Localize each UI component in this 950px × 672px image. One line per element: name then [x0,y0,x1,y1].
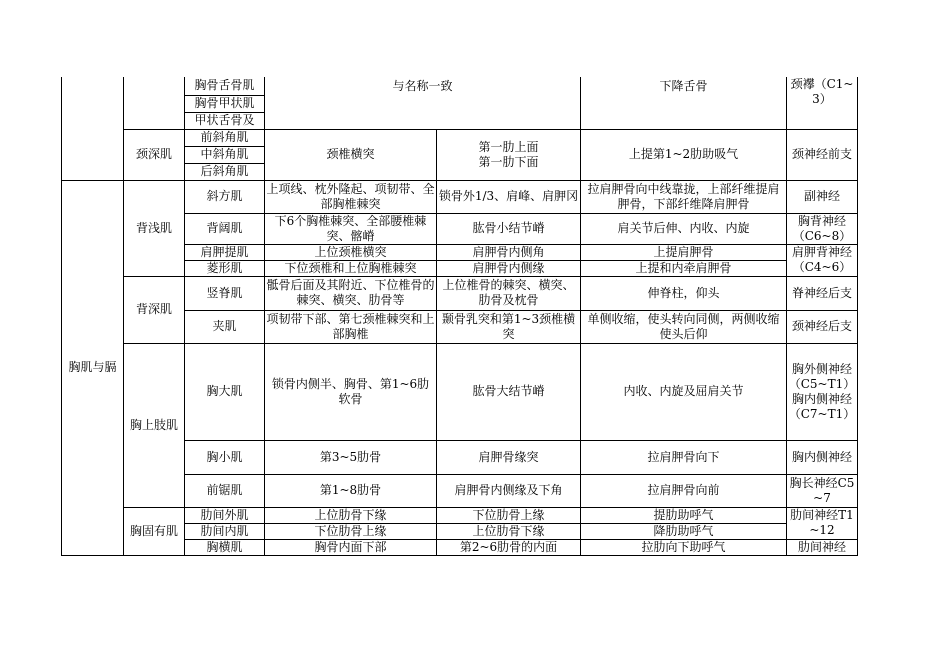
action-cell: 拉肩胛骨向前 [581,474,787,507]
muscle-name: 后斜角肌 [185,163,265,180]
muscle-name: 前斜角肌 [185,129,265,146]
region-cell-empty [62,112,124,129]
origin-cell: 胸骨内面下部 [265,539,437,555]
nerve-cell: 胸外侧神经（C5~T1）胸内侧神经（C7~T1） [787,343,858,440]
muscle-name: 背阔肌 [185,213,265,244]
nerve-cell: 颈神经后支 [787,310,858,343]
insertion-cell: 肱骨小结节嵴 [437,213,581,244]
nerve-cell: 肋间神经T1~12 [787,507,858,539]
insertion-cell: 第2~6肋骨的内面 [437,539,581,555]
group-cell-empty [124,77,185,129]
action-cell: 上提第1~2肋助吸气 [581,129,787,180]
origin-cell: 上项线、枕外隆起、项韧带、全部胸椎棘突 [265,180,437,213]
insertion-cell: 肩胛骨内侧角 [437,244,581,260]
muscle-name: 甲状舌骨及 [185,112,265,129]
muscle-name: 斜方肌 [185,180,265,213]
muscle-name: 肋间内肌 [185,523,265,539]
muscle-name: 胸大肌 [185,343,265,440]
insertion-cell: 上位椎骨的棘突、横突、肋骨及枕骨 [437,276,581,310]
insertion-cell: 肩胛骨内侧缘 [437,260,581,276]
nerve-cell: 肋间神经 [787,539,858,555]
muscle-name: 胸横肌 [185,539,265,555]
origin-cell: 下6个胸椎棘突、全部腰椎棘突、髂嵴 [265,213,437,244]
action-cell: 拉肩胛骨向下 [581,440,787,474]
anatomy-table-sheet [61,77,858,556]
action-cell: 上提和内牵肩胛骨 [581,260,787,276]
nerve-cell: 胸长神经C5~7 [787,474,858,507]
region-cell-empty [62,163,124,180]
insertion-cell: 锁骨外1/3、肩峰、肩胛冈 [437,180,581,213]
group-label: 胸固有肌 [124,507,185,555]
insertion-cell: 肩胛骨缘突 [437,440,581,474]
muscle-name: 胸小肌 [185,440,265,474]
nerve-cell: 副神经 [787,180,858,213]
origin-insertion-cell: 与名称一致 [265,77,581,129]
region-label: 胸肌与膈 [62,180,124,555]
nerve-cell: 颈襻（C1~3） [787,77,858,129]
region-cell-empty [62,77,124,95]
muscle-name: 胸骨甲状肌 [185,95,265,112]
nerve-cell: 脊神经后支 [787,276,858,310]
nerve-cell: 胸内侧神经 [787,440,858,474]
muscle-name: 前锯肌 [185,474,265,507]
insertion-cell: 上位肋骨下缘 [437,523,581,539]
action-cell: 降肋助呼气 [581,523,787,539]
nerve-cell: 胸背神经（C6~8） [787,213,858,244]
action-cell: 伸脊柱，仰头 [581,276,787,310]
region-cell-empty [62,129,124,146]
muscle-name: 夹肌 [185,310,265,343]
muscle-name: 中斜角肌 [185,146,265,163]
group-label: 颈深肌 [124,129,185,180]
muscle-name: 胸骨舌骨肌 [185,77,265,95]
group-label: 胸上肢肌 [124,343,185,507]
muscle-name: 竖脊肌 [185,276,265,310]
nerve-cell: 颈神经前支 [787,129,858,180]
group-label: 背深肌 [124,276,185,343]
insertion-cell: 第一肋上面 第一肋下面 [437,129,581,180]
muscle-name: 肋间外肌 [185,507,265,523]
action-cell: 肩关节后伸、内收、内旋 [581,213,787,244]
origin-cell: 上位颈椎横突 [265,244,437,260]
nerve-cell: 肩胛背神经（C4~6） [787,244,858,276]
muscle-name: 肩胛提肌 [185,244,265,260]
insertion-cell: 颞骨乳突和第1~3颈椎横突 [437,310,581,343]
insertion-cell: 肩胛骨内侧缘及下角 [437,474,581,507]
origin-cell: 第1~8肋骨 [265,474,437,507]
muscle-name: 菱形肌 [185,260,265,276]
insertion-cell: 下位肋骨上缘 [437,507,581,523]
action-cell: 提肋助呼气 [581,507,787,523]
insertion-cell: 肱骨大结节嵴 [437,343,581,440]
group-label: 背浅肌 [124,180,185,276]
origin-cell: 项韧带下部、第七颈椎棘突和上部胸椎 [265,310,437,343]
action-cell: 拉肋向下助呼气 [581,539,787,555]
action-cell: 上提肩胛骨 [581,244,787,260]
origin-cell: 上位肋骨下缘 [265,507,437,523]
region-cell-empty [62,95,124,112]
origin-cell: 下位肋骨上缘 [265,523,437,539]
action-cell: 下降舌骨 [581,77,787,129]
origin-cell: 骶骨后面及其附近、下位椎骨的棘突、横突、肋骨等 [265,276,437,310]
origin-cell: 下位颈椎和上位胸椎棘突 [265,260,437,276]
action-cell: 单侧收缩，使头转向同侧，两侧收缩使头后仰 [581,310,787,343]
origin-cell: 锁骨内侧半、胸骨、第1~6肋软骨 [265,343,437,440]
origin-cell: 第3~5肋骨 [265,440,437,474]
muscle-table [61,77,858,556]
action-cell: 拉肩胛骨向中线靠拢，上部纤维提肩胛骨，下部纤维降肩胛骨 [581,180,787,213]
region-cell-empty [62,146,124,163]
action-cell: 内收、内旋及屈肩关节 [581,343,787,440]
origin-cell: 颈椎横突 [265,129,437,180]
